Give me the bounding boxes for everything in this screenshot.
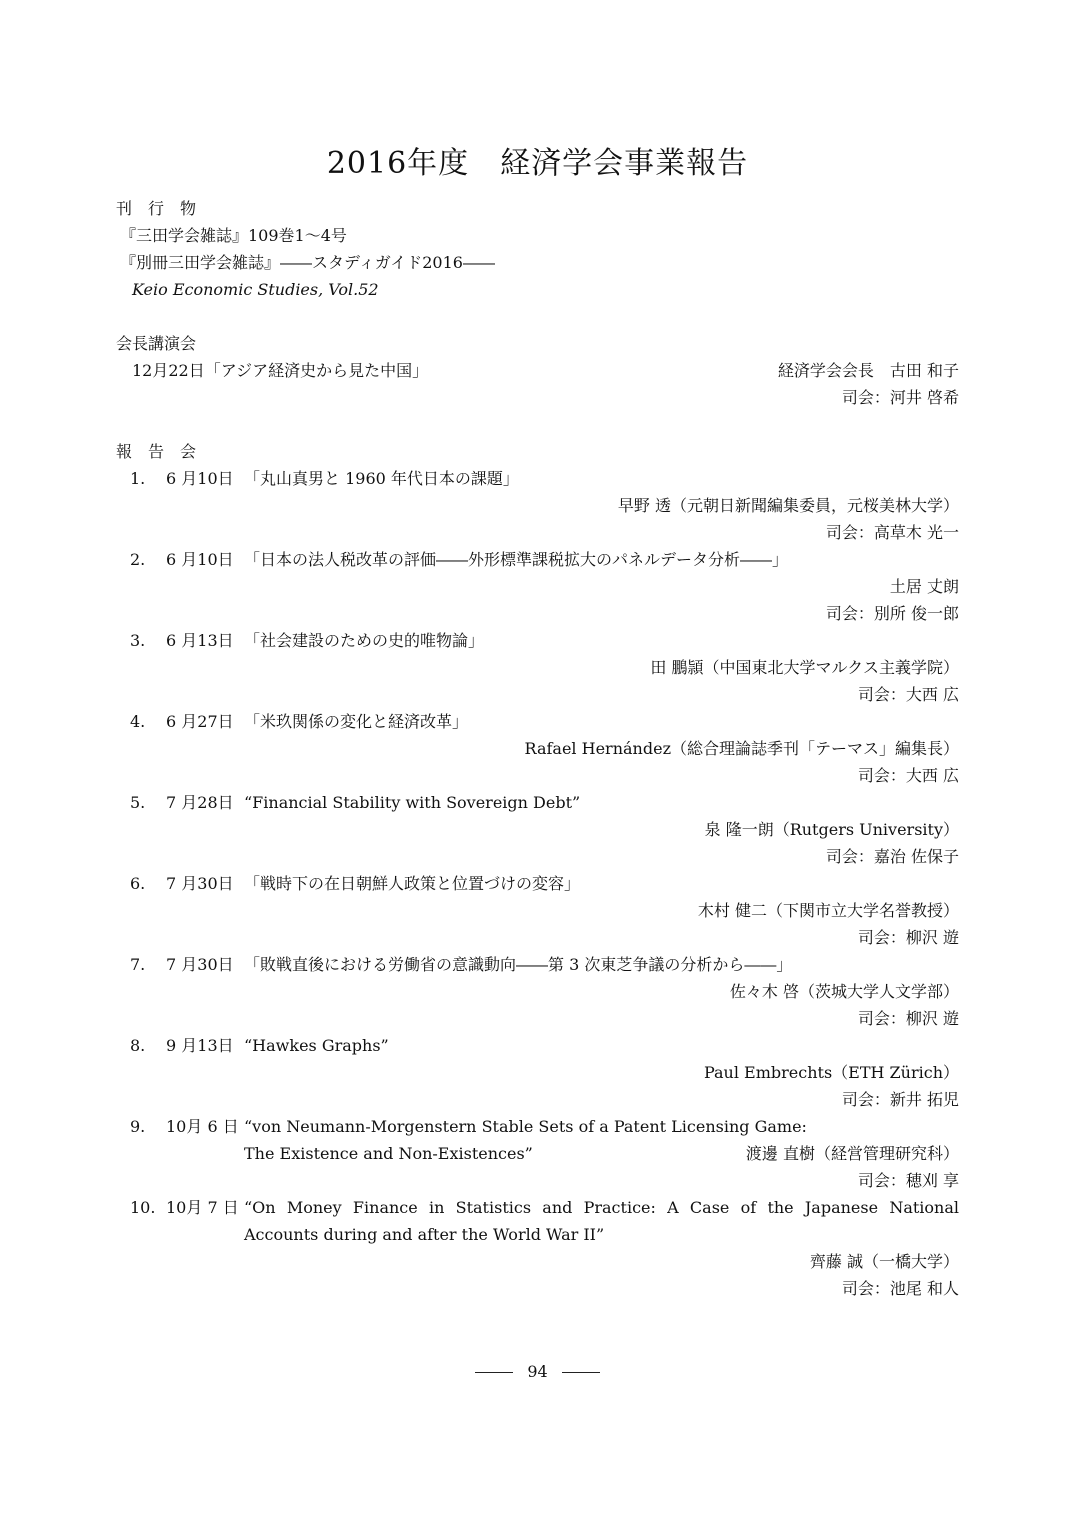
report-title: 「米玖関係の変化と経済改革」	[244, 712, 469, 731]
report-number: 10.	[130, 1198, 156, 1217]
report-date: 7 月30日	[166, 874, 234, 893]
report-date: 6 月10日	[166, 469, 234, 488]
report-number: 5.	[130, 793, 146, 812]
page-footer	[0, 1362, 1075, 1381]
report-title-line: “von Neumann-Morgenstern Stable Sets of a Patent Licensing Game:	[244, 1117, 807, 1136]
reports-heading: 報 告 会	[116, 442, 197, 461]
report-speaker: 佐々木 啓（茨城大学人文学部）	[729, 982, 959, 1001]
report-number: 1.	[130, 469, 146, 488]
report-title: “Hawkes Graphs”	[244, 1036, 389, 1055]
publication-item: 『別冊三田学会雑誌』――スタディガイド2016――	[120, 253, 495, 272]
report-speaker: Paul Embrechts（ETH Zürich）	[703, 1063, 959, 1082]
report-date: 6 月13日	[166, 631, 234, 650]
report-number: 7.	[130, 955, 146, 974]
publication-item: 『三田学会雑誌』109巻1～4号	[120, 226, 347, 245]
report-date: 10月 6 日	[166, 1117, 239, 1136]
report-number: 8.	[130, 1036, 146, 1055]
presidential-lecture-speaker: 経済学会会長 古田 和子	[777, 361, 959, 380]
report-speaker: 渡邊 直樹（経営管理研究科）	[745, 1144, 959, 1163]
report-title-line: The Existence and Non-Existences”	[244, 1144, 533, 1163]
report-title: “Financial Stability with Sovereign Debt”	[244, 793, 581, 812]
presidential-lecture-heading: 会長講演会	[116, 334, 197, 353]
report-chair: 司会：大西 広	[857, 766, 959, 785]
presidential-lecture-title: 12月22日「アジア経済史から見た中国」	[132, 361, 429, 380]
report-chair: 司会：池尾 和人	[841, 1279, 959, 1298]
report-chair: 司会：柳沢 遊	[857, 1009, 959, 1028]
dash-rule	[475, 1372, 513, 1373]
report-speaker: 泉 隆一朗（Rutgers University）	[704, 820, 959, 839]
report-speaker: 早野 透（元朝日新聞編集委員，元桜美林大学）	[617, 496, 959, 515]
report-date: 7 月28日	[166, 793, 234, 812]
report-title: 「日本の法人税改革の評価――外形標準課税拡大のパネルデータ分析――」	[244, 550, 789, 569]
presidential-lecture-chair: 司会：河井 啓希	[841, 388, 959, 407]
report-number: 3.	[130, 631, 146, 650]
page-title: 2016年度 経済学会事業報告	[326, 146, 749, 181]
report-number: 9.	[130, 1117, 146, 1136]
report-date: 10月 7 日	[166, 1198, 239, 1217]
report-date: 9 月13日	[166, 1036, 234, 1055]
report-title: 「戦時下の在日朝鮮人政策と位置づけの変容」	[244, 874, 581, 893]
report-chair: 司会：高草木 光一	[825, 523, 959, 542]
report-title: 「丸山真男と 1960 年代日本の課題」	[244, 469, 519, 488]
publication-item: Keio Economic Studies, Vol.52	[132, 280, 379, 299]
report-date: 6 月27日	[166, 712, 234, 731]
report-chair: 司会：穂刈 享	[857, 1171, 959, 1190]
report-speaker: 田 鵬頴（中国東北大学マルクス主義学院）	[650, 658, 959, 677]
report-number: 4.	[130, 712, 146, 731]
report-title-line: “On Money Finance in Statistics and Practice: A Case of the Japanese National	[244, 1198, 959, 1217]
page-number: 94	[527, 1362, 548, 1381]
report-speaker: 齊藤 誠（一橋大学）	[809, 1252, 959, 1271]
dash-rule	[562, 1372, 600, 1373]
publications-heading: 刊 行 物	[116, 199, 197, 218]
report-date: 6 月10日	[166, 550, 234, 569]
report-speaker: 木村 健二（下関市立大学名誉教授）	[697, 901, 959, 920]
report-chair: 司会：別所 俊一郎	[825, 604, 959, 623]
report-number: 2.	[130, 550, 146, 569]
report-date: 7 月30日	[166, 955, 234, 974]
report-chair: 司会：新井 拓児	[841, 1090, 959, 1109]
report-title: 「敗戦直後における労働省の意識動向――第 3 次東芝争議の分析から――」	[244, 955, 793, 974]
report-chair: 司会：嘉治 佐保子	[825, 847, 959, 866]
report-speaker: 土居 丈朗	[889, 577, 959, 596]
report-speaker: Rafael Hernández（総合理論誌季刊「テーマス」編集長）	[524, 739, 959, 758]
report-number: 6.	[130, 874, 146, 893]
report-title: 「社会建設のための史的唯物論」	[244, 631, 485, 650]
report-chair: 司会：大西 広	[857, 685, 959, 704]
report-title-line: Accounts during and after the World War II”	[244, 1225, 605, 1244]
report-chair: 司会：柳沢 遊	[857, 928, 959, 947]
